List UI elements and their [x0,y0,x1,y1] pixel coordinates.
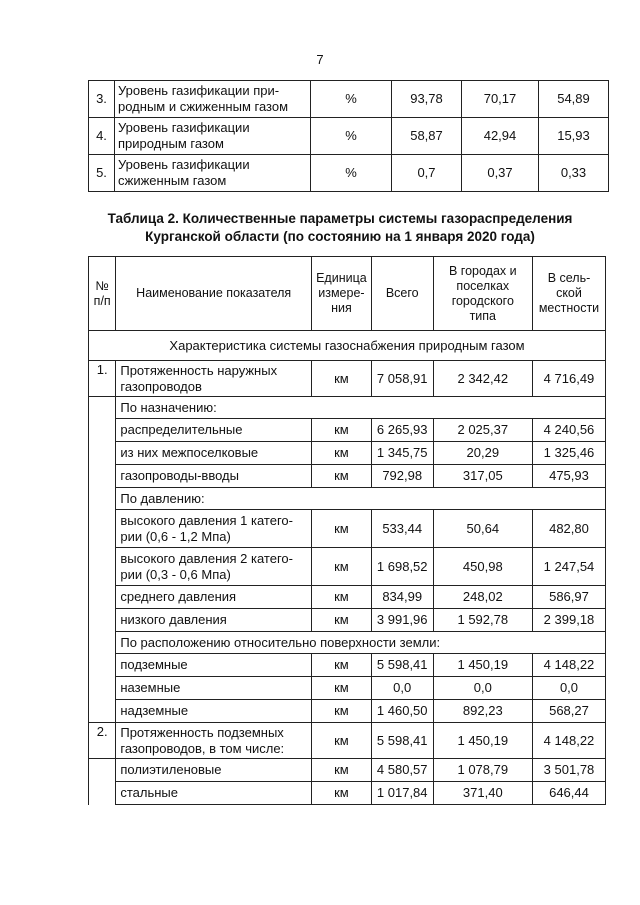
table-row [89,419,606,442]
blank-cell [89,632,116,654]
urban-cell: 892,23 [433,700,532,723]
rural-cell: 0,0 [532,677,605,700]
blank-cell [89,759,116,782]
row-number: 5. [89,155,115,192]
rural-cell: 54,89 [539,81,609,118]
indicator-name: Уровень газификации сжиженным газом [115,155,311,192]
total-cell: 5 598,41 [371,723,433,759]
total-cell: 6 265,93 [371,419,433,442]
rural-cell: 4 148,22 [532,723,605,759]
unit-cell: км [312,654,372,677]
group-title: По расположению относительно поверхности земли: [116,632,606,654]
table-row [89,442,606,465]
urban-cell: 371,40 [433,782,532,805]
rural-cell: 568,27 [532,700,605,723]
header-number: № п/п [89,257,116,331]
urban-cell: 2 025,37 [433,419,532,442]
urban-cell: 50,64 [433,510,532,548]
blank-cell [89,510,116,548]
total-cell: 93,78 [392,81,462,118]
group-title: По давлению: [116,488,606,510]
total-cell: 1 017,84 [371,782,433,805]
unit-cell: км [312,759,372,782]
indicator-name: наземные [116,677,312,700]
rural-cell: 15,93 [539,118,609,155]
rural-cell: 2 399,18 [532,609,605,632]
indicator-name: распределительные [116,419,312,442]
table-row [89,759,606,782]
indicator-name: из них межпоселковые [116,442,312,465]
urban-cell: 0,0 [433,677,532,700]
caption-line-2: Курганской области (по состоянию на 1 января 2020 года) [145,229,535,244]
blank-cell [89,609,116,632]
rural-cell: 1 247,54 [532,548,605,586]
table-row [89,677,606,700]
total-cell: 834,99 [371,586,433,609]
indicator-name: подземные [116,654,312,677]
row-number: 2. [89,723,116,759]
indicator-name: надземные [116,700,312,723]
header-row [89,257,606,331]
unit-cell: км [312,586,372,609]
header-rural: В сель- ской местности [532,257,605,331]
urban-cell: 1 450,19 [433,723,532,759]
urban-cell: 2 342,42 [433,361,532,397]
row-number: 4. [89,118,115,155]
table-row [89,510,606,548]
indicator-name: среднего давления [116,586,312,609]
rural-cell: 4 148,22 [532,654,605,677]
table-row [89,155,609,192]
table-row [89,361,606,397]
total-cell: 58,87 [392,118,462,155]
table-row [89,723,606,759]
total-cell: 5 598,41 [371,654,433,677]
total-cell: 1 460,50 [371,700,433,723]
table-row [89,118,609,155]
urban-cell: 450,98 [433,548,532,586]
unit-cell: км [312,419,372,442]
rural-cell: 0,33 [539,155,609,192]
indicator-name: высокого давления 2 катего- рии (0,3 - 0,6 Мпа) [116,548,312,586]
unit-cell: % [311,81,392,118]
table-caption [60,210,620,246]
urban-cell: 248,02 [433,586,532,609]
total-cell: 0,7 [392,155,462,192]
unit-cell: % [311,155,392,192]
header-unit: Единица измере- ния [312,257,372,331]
table-gas-distribution-parameters [88,256,606,805]
blank-cell [89,677,116,700]
blank-cell [89,782,116,805]
blank-cell [89,397,116,419]
row-number: 3. [89,81,115,118]
blank-cell [89,442,116,465]
blank-cell [89,586,116,609]
table-row [89,654,606,677]
rural-cell: 586,97 [532,586,605,609]
total-cell: 533,44 [371,510,433,548]
rural-cell: 646,44 [532,782,605,805]
unit-cell: км [312,723,372,759]
unit-cell: км [312,609,372,632]
row-number: 1. [89,361,116,397]
urban-cell: 20,29 [433,442,532,465]
table-row [89,782,606,805]
indicator-name: полиэтиленовые [116,759,312,782]
table-gasification-levels [88,80,609,192]
rural-cell: 1 325,46 [532,442,605,465]
urban-cell: 1 450,19 [433,654,532,677]
blank-cell [89,700,116,723]
rural-cell: 3 501,78 [532,759,605,782]
total-cell: 7 058,91 [371,361,433,397]
urban-cell: 0,37 [462,155,539,192]
unit-cell: км [312,465,372,488]
header-total: Всего [371,257,433,331]
blank-cell [89,465,116,488]
unit-cell: км [312,677,372,700]
group-row [89,632,606,654]
urban-cell: 317,05 [433,465,532,488]
caption-line-1: Таблица 2. Количественные параметры системы газораспределения [107,211,573,226]
unit-cell: км [312,510,372,548]
urban-cell: 1 592,78 [433,609,532,632]
rural-cell: 4 716,49 [532,361,605,397]
blank-cell [89,488,116,510]
indicator-name: стальные [116,782,312,805]
unit-cell: км [312,782,372,805]
indicator-name: Уровень газификации природным газом [115,118,311,155]
table-row [89,700,606,723]
total-cell: 3 991,96 [371,609,433,632]
table-row [89,586,606,609]
indicator-name: высокого давления 1 катего- рии (0,6 - 1,2 Мпа) [116,510,312,548]
total-cell: 4 580,57 [371,759,433,782]
total-cell: 1 345,75 [371,442,433,465]
unit-cell: % [311,118,392,155]
unit-cell: км [312,361,372,397]
unit-cell: км [312,700,372,723]
indicator-name: Протяженность наружных газопроводов [116,361,312,397]
section-title: Характеристика системы газоснабжения природным газом [89,331,606,361]
section-row [89,331,606,361]
total-cell: 1 698,52 [371,548,433,586]
table-row [89,81,609,118]
table-row [89,548,606,586]
header-urban: В городах и поселках городского типа [433,257,532,331]
indicator-name: Уровень газификации при- родным и сжиженным газом [115,81,311,118]
urban-cell: 42,94 [462,118,539,155]
table-row [89,465,606,488]
blank-cell [89,654,116,677]
unit-cell: км [312,548,372,586]
indicator-name: низкого давления [116,609,312,632]
group-row [89,397,606,419]
urban-cell: 1 078,79 [433,759,532,782]
rural-cell: 4 240,56 [532,419,605,442]
blank-cell [89,548,116,586]
page-number: 7 [316,52,324,67]
unit-cell: км [312,442,372,465]
total-cell: 0,0 [371,677,433,700]
blank-cell [89,419,116,442]
urban-cell: 70,17 [462,81,539,118]
indicator-name: Протяженность подземных газопроводов, в том числе: [116,723,312,759]
header-name: Наименование показателя [116,257,312,331]
total-cell: 792,98 [371,465,433,488]
rural-cell: 482,80 [532,510,605,548]
group-title: По назначению: [116,397,606,419]
group-row [89,488,606,510]
rural-cell: 475,93 [532,465,605,488]
indicator-name: газопроводы-вводы [116,465,312,488]
table-row [89,609,606,632]
